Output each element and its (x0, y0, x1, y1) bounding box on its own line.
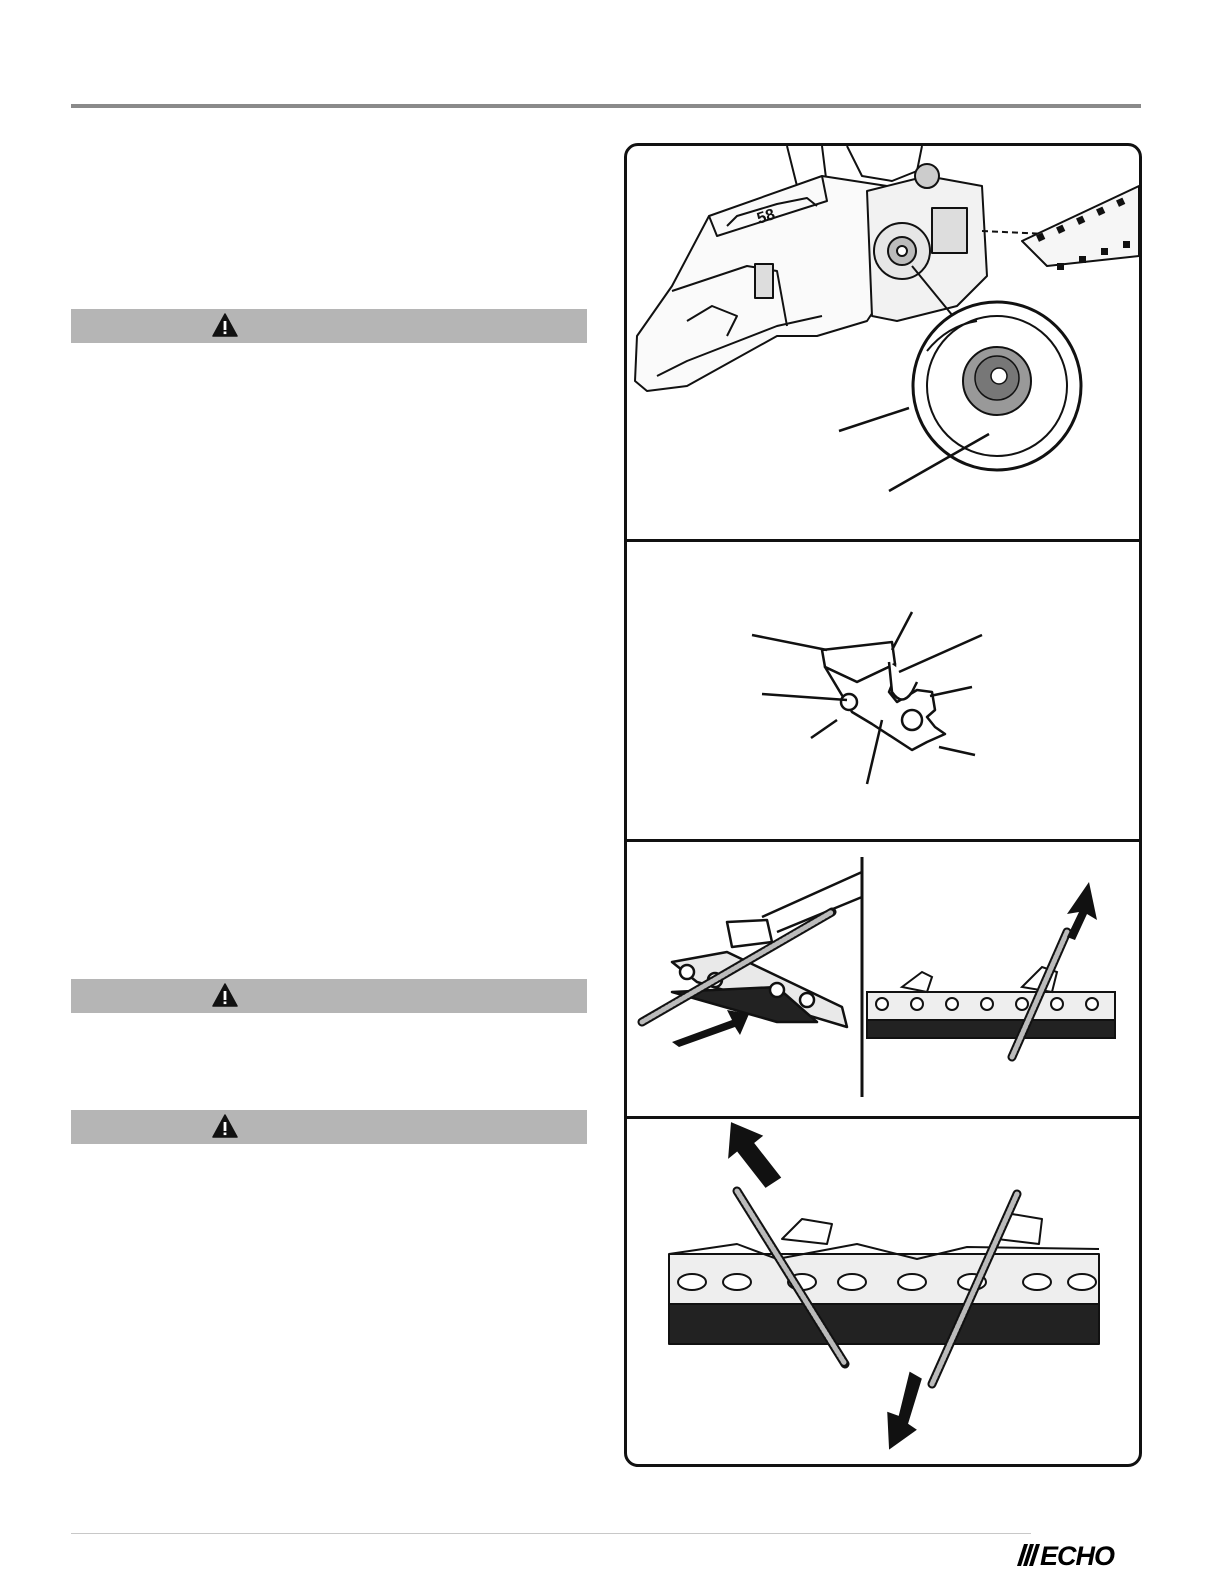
cutter-link-illustration (627, 542, 1139, 839)
warning-triangle-icon (212, 312, 238, 338)
panel-filing-angle (627, 842, 1139, 1116)
file-stroke-illustration (627, 1119, 1139, 1464)
header-rule (71, 104, 1141, 108)
panel-chainsaw-sprocket (627, 146, 1139, 539)
figure-frame (624, 143, 1142, 1467)
warning-bar-2 (71, 979, 587, 1013)
echo-logo (1016, 1540, 1142, 1570)
echo-logo-icon (1016, 1540, 1042, 1570)
warning-triangle-icon (212, 982, 238, 1008)
saw-badge: 58 (754, 206, 778, 228)
panel-file-stroke-direction (627, 1119, 1139, 1464)
filing-angle-illustration (627, 842, 1139, 1116)
warning-bar-3 (71, 1110, 587, 1144)
footer-rule (71, 1533, 1031, 1534)
echo-logo-text: ECHO (1040, 1541, 1115, 1571)
warning-triangle-icon (212, 1113, 238, 1139)
chainsaw-illustration (627, 146, 1139, 539)
warning-bar-1 (71, 309, 587, 343)
panel-cutter-link-parts (627, 542, 1139, 839)
